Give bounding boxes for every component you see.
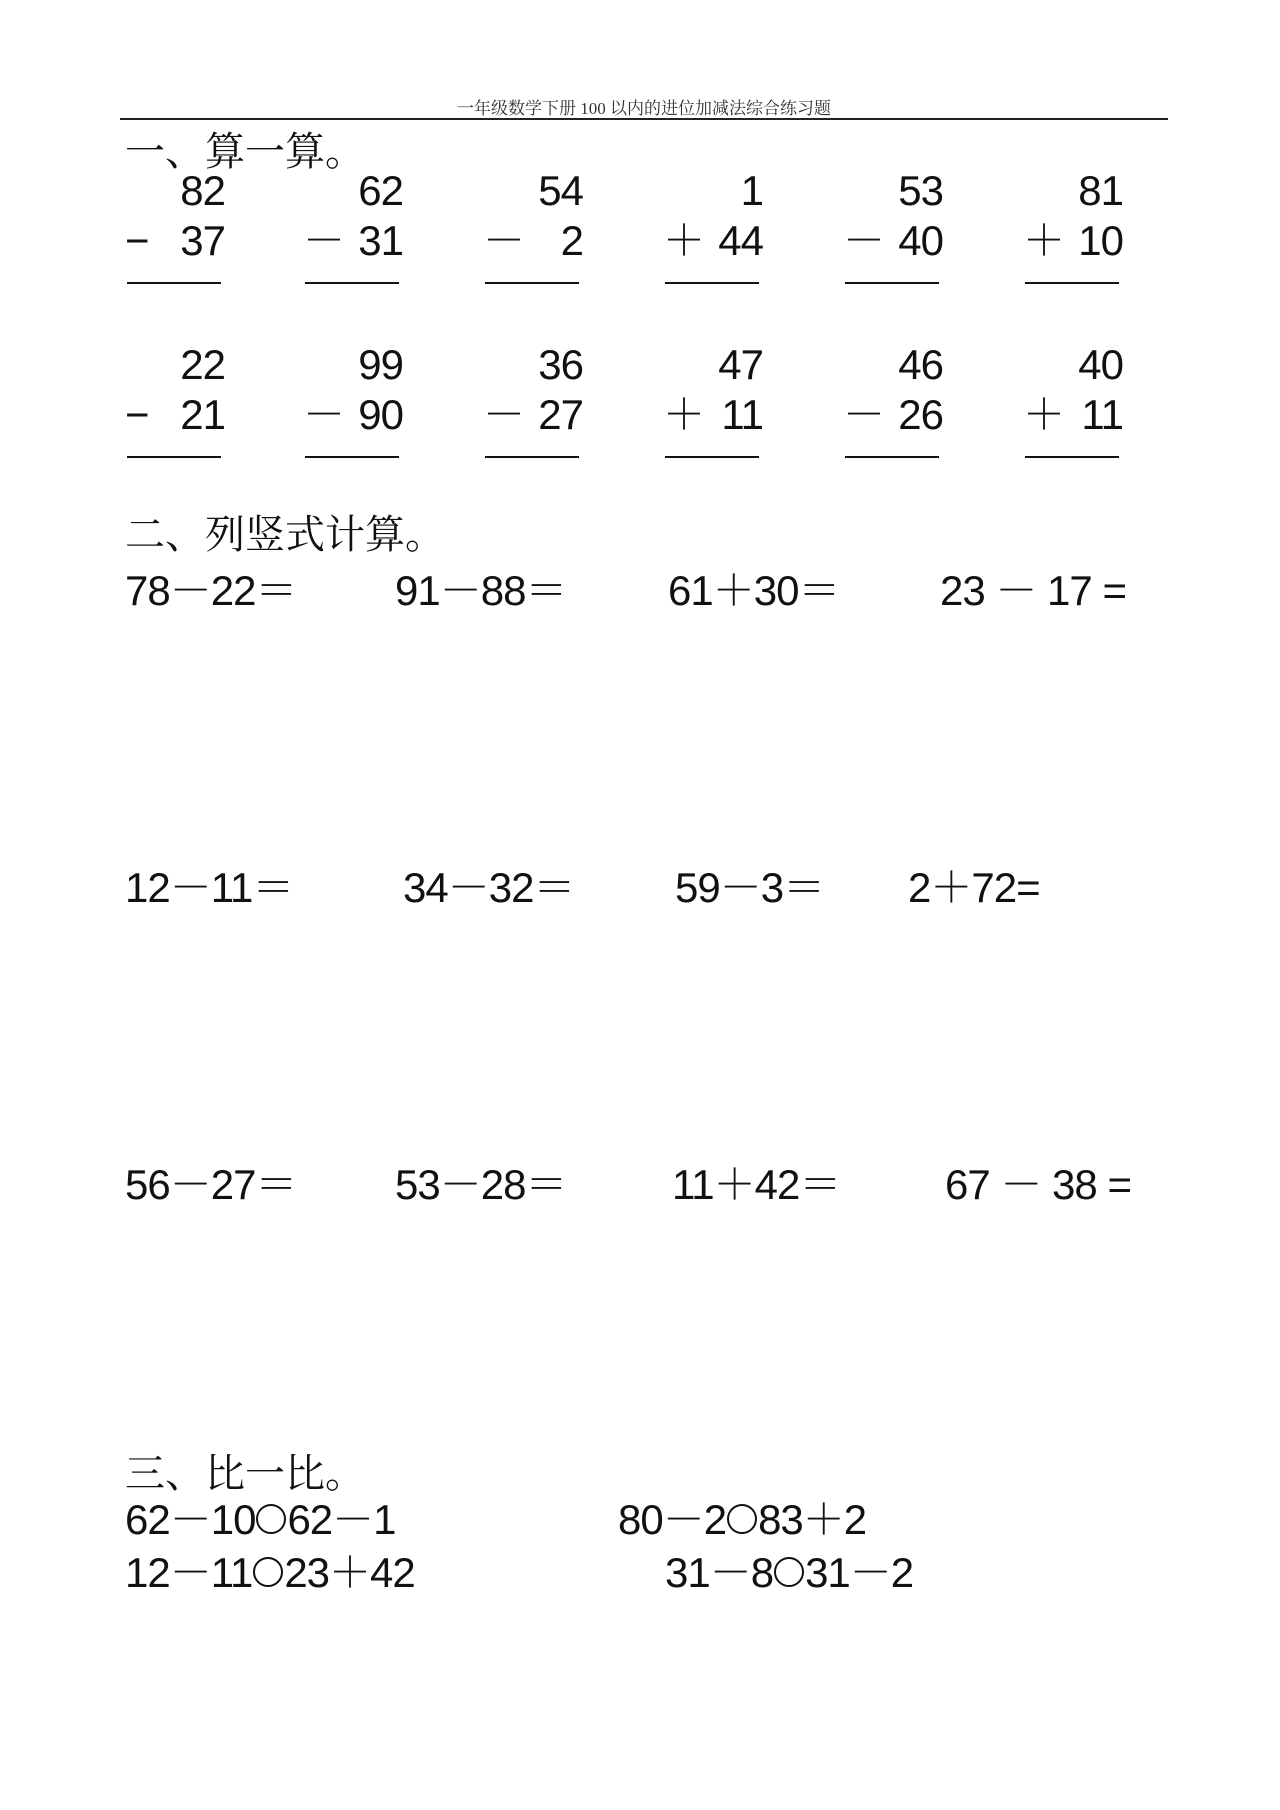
equation-row bbox=[125, 1162, 1185, 1212]
problem-top-number: 40 bbox=[1078, 341, 1123, 388]
problem-top-number: 46 bbox=[898, 341, 943, 388]
answer-line bbox=[485, 282, 579, 284]
comparison-item bbox=[125, 1550, 415, 1596]
problem-top-number: 54 bbox=[538, 167, 583, 214]
vertical-problem bbox=[663, 168, 763, 288]
problem-top-number: 81 bbox=[1078, 167, 1123, 214]
comparison-left: 12－11 bbox=[125, 1549, 253, 1596]
answer-line bbox=[1025, 456, 1119, 458]
comparison-right: 83＋2 bbox=[758, 1496, 867, 1543]
problem-operator: － bbox=[303, 391, 345, 438]
comparison-left: 31－8 bbox=[665, 1549, 774, 1596]
problem-bottom-number: 26 bbox=[898, 391, 943, 438]
comparison-circle[interactable] bbox=[727, 1504, 757, 1534]
problem-top-number: 53 bbox=[898, 167, 943, 214]
problem-top-number: 22 bbox=[180, 341, 225, 388]
problem-operator: − bbox=[125, 391, 149, 438]
problem-top-number: 47 bbox=[718, 341, 763, 388]
problem-top-number: 99 bbox=[358, 341, 403, 388]
equation: 61＋30＝ bbox=[668, 567, 840, 614]
equation: 23 － 17 = bbox=[940, 567, 1126, 614]
problem-top-number: 82 bbox=[180, 167, 225, 214]
comparison-right: 31－2 bbox=[805, 1549, 914, 1596]
comparison-left: 62－10 bbox=[125, 1496, 256, 1543]
problem-operator: － bbox=[843, 217, 885, 264]
header-divider bbox=[120, 118, 1168, 120]
answer-line bbox=[845, 456, 939, 458]
problem-operator: － bbox=[483, 217, 525, 264]
section-title-compare: 三、比一比。 bbox=[125, 1451, 365, 1497]
equation-row bbox=[125, 568, 1185, 618]
problem-bottom-number: 10 bbox=[1078, 217, 1123, 264]
problem-operator: － bbox=[303, 217, 345, 264]
vertical-problem bbox=[1023, 168, 1123, 288]
problem-operator: ＋ bbox=[1023, 391, 1065, 438]
problem-top-number: 1 bbox=[740, 167, 763, 214]
problem-bottom-number: 11 bbox=[721, 391, 763, 438]
equation: 53－28＝ bbox=[395, 1161, 567, 1208]
problem-operator: － bbox=[483, 391, 525, 438]
vertical-problem-row bbox=[125, 342, 1165, 462]
vertical-problem-row bbox=[125, 168, 1165, 288]
answer-line bbox=[845, 282, 939, 284]
vertical-problem bbox=[125, 342, 225, 462]
answer-line bbox=[127, 282, 221, 284]
problem-top-number: 62 bbox=[358, 167, 403, 214]
vertical-problem bbox=[303, 168, 403, 288]
answer-line bbox=[485, 456, 579, 458]
vertical-problem bbox=[663, 342, 763, 462]
equation: 91－88＝ bbox=[395, 567, 567, 614]
equation: 34－32＝ bbox=[403, 864, 575, 911]
comparison-left: 80－2 bbox=[618, 1496, 727, 1543]
problem-operator: − bbox=[125, 217, 149, 264]
comparison-right: 62－1 bbox=[287, 1496, 396, 1543]
problem-bottom-number: 90 bbox=[358, 391, 403, 438]
equation: 11＋42＝ bbox=[672, 1161, 841, 1208]
comparison-item bbox=[618, 1497, 866, 1543]
section-title-vertical-calculation: 二、列竖式计算。 bbox=[125, 512, 445, 558]
answer-line bbox=[305, 282, 399, 284]
answer-line bbox=[127, 456, 221, 458]
vertical-problem bbox=[483, 342, 583, 462]
problem-bottom-number: 31 bbox=[358, 217, 403, 264]
comparison-right: 23＋42 bbox=[284, 1549, 415, 1596]
comparison-circle[interactable] bbox=[256, 1504, 286, 1534]
comparison-item bbox=[665, 1550, 913, 1596]
problem-bottom-number: 37 bbox=[180, 217, 225, 264]
answer-line bbox=[1025, 282, 1119, 284]
vertical-problem bbox=[843, 168, 943, 288]
problem-operator: ＋ bbox=[663, 217, 705, 264]
equation: 67 － 38 = bbox=[945, 1161, 1131, 1208]
problem-bottom-number: 40 bbox=[898, 217, 943, 264]
comparison-circle[interactable] bbox=[774, 1557, 804, 1587]
problem-bottom-number: 2 bbox=[560, 217, 583, 264]
problem-bottom-number: 44 bbox=[718, 217, 763, 264]
problem-bottom-number: 21 bbox=[180, 391, 225, 438]
page-header: 一年级数学下册 100 以内的进位加减法综合练习题 bbox=[457, 99, 831, 118]
problem-bottom-number: 27 bbox=[538, 391, 583, 438]
vertical-problem bbox=[483, 168, 583, 288]
problem-bottom-number: 11 bbox=[1081, 391, 1123, 438]
comparison-circle[interactable] bbox=[253, 1557, 283, 1587]
answer-line bbox=[665, 456, 759, 458]
vertical-problem bbox=[303, 342, 403, 462]
equation: 56－27＝ bbox=[125, 1161, 297, 1208]
equation: 12－11＝ bbox=[125, 864, 294, 911]
problem-operator: ＋ bbox=[1023, 217, 1065, 264]
vertical-problem bbox=[843, 342, 943, 462]
equation-row bbox=[125, 865, 1185, 915]
comparison-item bbox=[125, 1497, 396, 1543]
equation: 59－3＝ bbox=[675, 864, 825, 911]
equation: 2＋72= bbox=[908, 864, 1040, 911]
answer-line bbox=[665, 282, 759, 284]
section-title-calculate: 一、算一算。 bbox=[125, 129, 365, 175]
problem-top-number: 36 bbox=[538, 341, 583, 388]
problem-operator: － bbox=[843, 391, 885, 438]
vertical-problem bbox=[1023, 342, 1123, 462]
problem-operator: ＋ bbox=[663, 391, 705, 438]
equation: 78－22＝ bbox=[125, 567, 297, 614]
answer-line bbox=[305, 456, 399, 458]
vertical-problem bbox=[125, 168, 225, 288]
